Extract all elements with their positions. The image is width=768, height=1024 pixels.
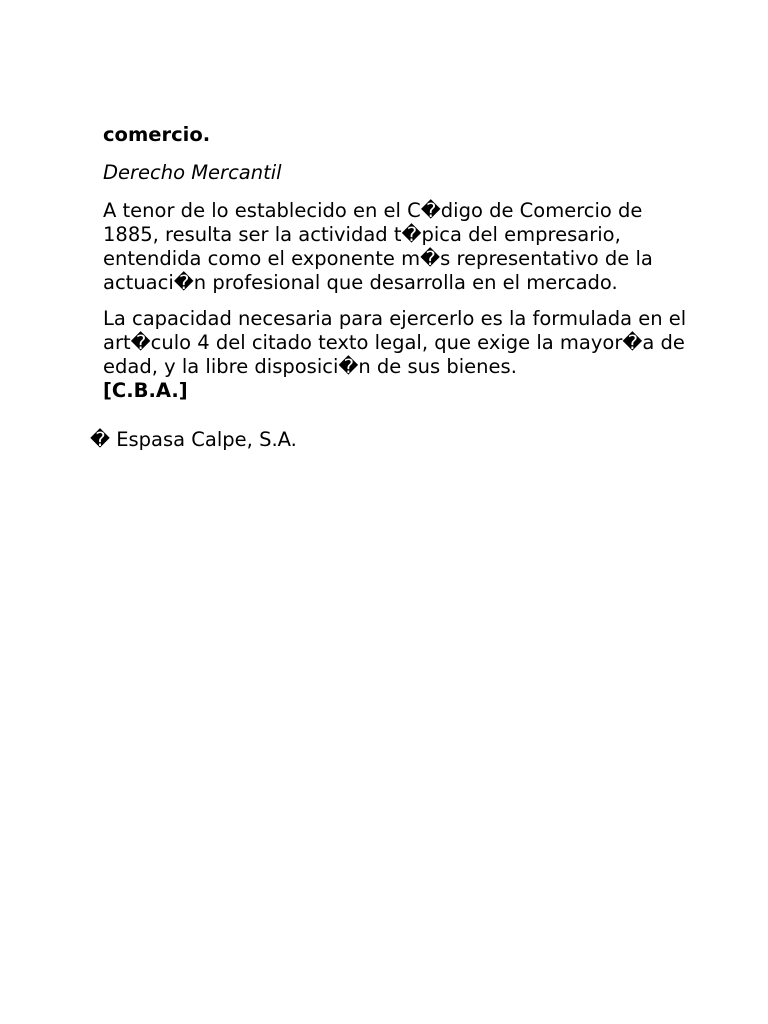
copyright-notice: � Espasa Calpe, S.A. (90, 428, 297, 451)
entry-subject: Derecho Mercantil (103, 161, 282, 184)
author-initials: [C.B.A.] (103, 379, 188, 402)
entry-paragraph-2-text: La capacidad necesaria para ejercerlo es la formulada en el art�culo 4 del citado texto legal, que exige la mayor�a de edad, y la libre disposici�n de sus bienes. (103, 307, 687, 378)
entry-paragraph-2 (103, 307, 703, 403)
entry-paragraph-1: A tenor de lo establecido en el C�digo de Comercio de 1885, resulta ser la actividad t�pica del empresario, entendida como el exponente m�s representativo de la actuaci�n profesional que desarrolla en el mercado. (103, 199, 653, 294)
entry-headword: comercio. (103, 123, 211, 146)
dictionary-entry (103, 123, 703, 415)
